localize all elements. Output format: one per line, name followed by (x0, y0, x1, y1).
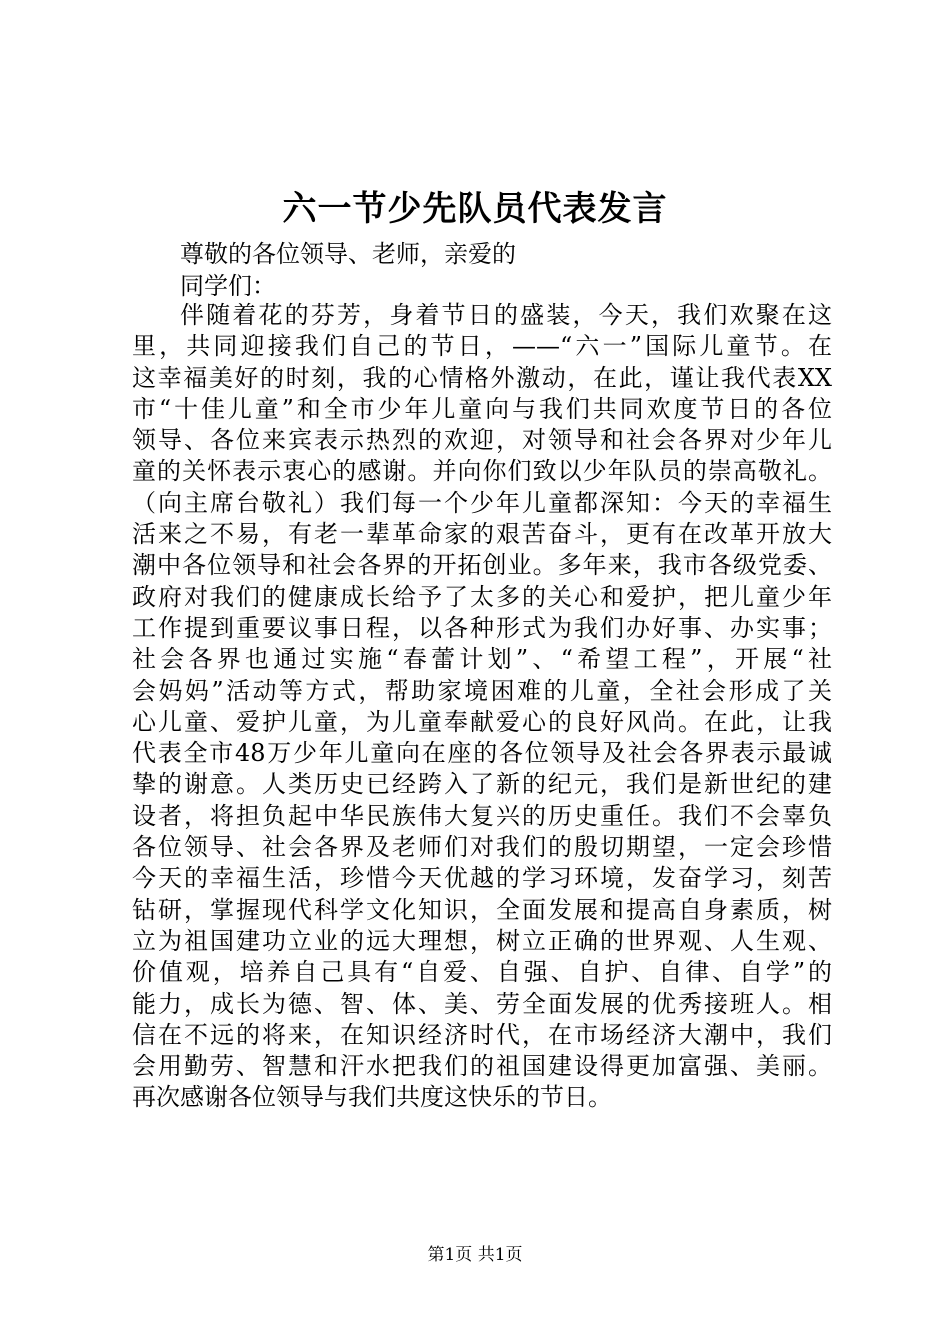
body-line: 政府对我们的健康成长给予了太多的关心和爱护，把儿童少年 (132, 582, 832, 611)
body-line: 童的关怀表示衷心的感谢。并向你们致以少年队员的崇高敬礼。 (132, 457, 832, 486)
body-line: 伴随着花的芬芳，身着节日的盛装，今天，我们欢聚在这 (180, 301, 832, 329)
body-line: 信在不远的将来，在知识经济时代，在市场经济大潮中，我们 (132, 1020, 832, 1049)
body-line: 立为祖国建功立业的远大理想，树立正确的世界观、人生观、 (132, 926, 832, 955)
page-footer: 第1页 共1页 (427, 1245, 523, 1265)
body-line: 工作提到重要议事日程，以各种形式为我们办好事、办实事； (132, 613, 832, 642)
body-line: 市“十佳儿童”和全市少年儿童向与我们共同欢度节日的各位 (132, 394, 832, 423)
body-line: 领导、各位来宾表示热烈的欢迎，对领导和社会各界对少年儿 (132, 426, 832, 455)
body-line: 能力，成长为德、智、体、美、劳全面发展的优秀接班人。相 (132, 989, 832, 1018)
body-line: 各位领导、社会各界及老师们对我们的殷切期望，一定会珍惜 (132, 833, 832, 862)
speech-body (132, 300, 832, 1114)
body-line: 潮中各位领导和社会各界的开拓创业。多年来，我市各级党委、 (132, 551, 832, 580)
body-line: 里，共同迎接我们自己的节日，——“六一”国际儿童节。在 (132, 332, 832, 361)
salutation-line-2: 同学们： (180, 272, 276, 300)
body-line: 心儿童、爱护儿童，为儿童奉献爱心的良好风尚。在此，让我 (132, 707, 832, 736)
body-line: 社会各界也通过实施“春蕾计划”、“希望工程”，开展“社 (132, 645, 832, 674)
salutation-line-1: 尊敬的各位领导、老师，亲爱的 (180, 240, 516, 268)
body-line: 价值观，培养自己具有“自爱、自强、自护、自律、自学”的 (132, 958, 832, 987)
body-line: 设者，将担负起中华民族伟大复兴的历史重任。我们不会辜负 (132, 801, 832, 830)
body-line: 代表全市48万少年儿童向在座的各位领导及社会各界表示最诚 (132, 739, 832, 768)
body-line: 会妈妈”活动等方式，帮助家境困难的儿童，全社会形成了关 (132, 676, 832, 705)
body-line: 今天的幸福生活，珍惜今天优越的学习环境，发奋学习，刻苦 (132, 864, 832, 893)
body-line: 这幸福美好的时刻，我的心情格外激动，在此，谨让我代表XX (132, 363, 832, 392)
body-line: 会用勤劳、智慧和汗水把我们的祖国建设得更加富强、美丽。 (132, 1052, 832, 1081)
body-line: 钻研，掌握现代科学文化知识，全面发展和提高自身素质，树 (132, 895, 832, 924)
body-line: 挚的谢意。人类历史已经跨入了新的纪元，我们是新世纪的建 (132, 770, 832, 799)
document-title: 六一节少先队员代表发言 (282, 189, 668, 229)
body-line: （向主席台敬礼）我们每一个少年儿童都深知：今天的幸福生 (132, 488, 832, 517)
body-line: 活来之不易，有老一辈革命家的艰苦奋斗，更有在改革开放大 (132, 520, 832, 549)
body-line: 再次感谢各位领导与我们共度这快乐的节日。 (132, 1083, 612, 1112)
